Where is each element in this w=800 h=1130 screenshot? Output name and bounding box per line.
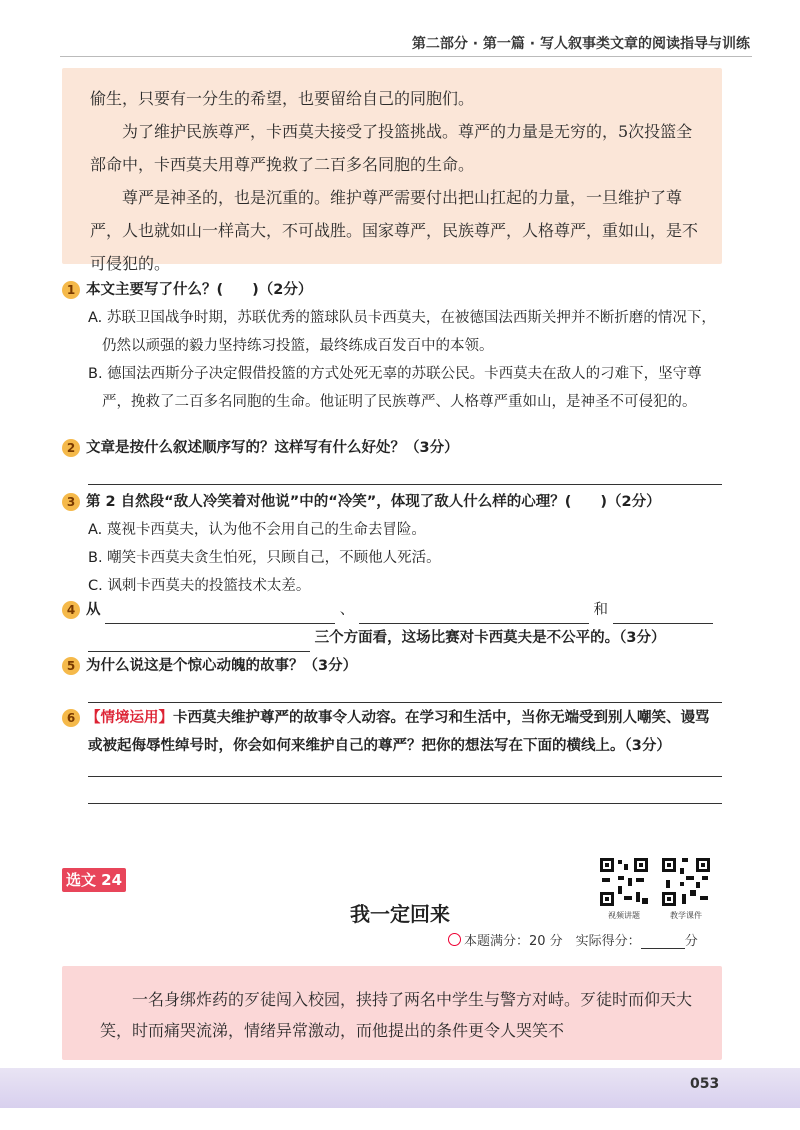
blank-3-continued[interactable]: [88, 631, 310, 652]
story-title: 我一定回来: [350, 902, 450, 926]
fill-text: 和: [593, 602, 608, 618]
question-number: 6: [62, 709, 80, 727]
fill-text: 从: [86, 602, 101, 618]
score-blank[interactable]: [641, 934, 685, 949]
score-line: [448, 930, 718, 949]
question-title: 卡西莫夫维护尊严的故事令人动容。在学习和生活中，当你无端受到别人嘲笑、谩骂或被起侮辱性绰号时，你会如何来维护自己的尊严？把你的想法写在下面的横线上。（3分）: [88, 710, 710, 754]
qr-code-icon[interactable]: [660, 856, 712, 908]
blank-1[interactable]: [105, 603, 335, 624]
fill-text: 三个方面看，这场比赛对卡西莫夫是不公平的。（3分）: [314, 630, 666, 646]
header-rule: [60, 56, 752, 57]
blank-2[interactable]: [359, 603, 589, 624]
question-number: 4: [62, 601, 80, 619]
clock-icon: [448, 933, 461, 946]
question-3: [62, 488, 722, 600]
passage-box: [62, 68, 722, 273]
question-number: 2: [62, 439, 80, 457]
passage-paragraph-2: 为了维护民族尊严，卡西莫夫接受了投篮挑战。尊严的力量是无穷的，5次投篮全部命中，卡西莫夫用尊严挽救了二百多名同胞的生命。: [90, 122, 693, 174]
option-c[interactable]: C. 讽刺卡西莫夫的投篮技术太差。: [88, 578, 311, 594]
blank-3[interactable]: [613, 603, 713, 624]
running-header: 第二部分 · 第一篇 · 写人叙事类文章的阅读指导与训练: [411, 36, 750, 52]
answer-line[interactable]: [88, 702, 722, 703]
story-paragraph: 一名身绑炸药的歹徒闯入校园，挟持了两名中学生与警方对峙。歹徒时而仰天大笑，时而痛哭流涕，情绪异常激动，而他提出的条件更令人哭笑不: [100, 990, 693, 1040]
question-6: [62, 704, 722, 804]
answer-line[interactable]: [88, 803, 722, 804]
score-unit: 分: [684, 934, 698, 949]
question-title: 本文主要写了什么？( )（2分）: [86, 282, 313, 298]
qr-label: 教学课件: [670, 911, 702, 920]
question-title: 文章是按什么叙述顺序写的？这样写有什么好处？（3分）: [86, 440, 459, 456]
question-4: [62, 596, 722, 652]
fill-text: 、: [339, 602, 355, 618]
question-5: [62, 652, 722, 703]
footer-bar: [0, 1068, 800, 1108]
selection-badge: 选文 24: [62, 868, 126, 892]
option-b[interactable]: B. 德国法西斯分子决定假借投篮的方式处死无辜的苏联公民。卡西莫夫在敌人的刁难下，坚守尊严，挽救了二百多名同胞的生命。他证明了民族尊严、人格尊严重如山，是神圣不可侵犯的。: [88, 366, 702, 410]
answer-line[interactable]: [88, 776, 722, 777]
page-number: 053: [690, 1076, 720, 1092]
option-a[interactable]: A. 苏联卫国战争时期，苏联优秀的篮球队员卡西莫夫，在被德国法西斯关押并不断折磨的情况下，仍然以顽强的毅力坚持练习投篮，最终练成百发百中的本领。: [88, 310, 716, 354]
situation-tag: 【情境运用】: [86, 710, 173, 726]
option-a[interactable]: A. 蔑视卡西莫夫，认为他不会用自己的生命去冒险。: [88, 522, 426, 538]
question-number: 3: [62, 493, 80, 511]
answer-line[interactable]: [88, 484, 722, 485]
question-title: 为什么说这是个惊心动魄的故事？（3分）: [86, 658, 358, 674]
score-label: 本题满分：20 分 实际得分：: [464, 934, 641, 949]
question-number: 1: [62, 281, 80, 299]
option-b[interactable]: B. 嘲笑卡西莫夫贪生怕死，只顾自己，不顾他人死活。: [88, 550, 441, 566]
qr-label: 视频讲题: [608, 911, 640, 920]
passage-paragraph-1: 偷生，只要有一分生的希望，也要留给自己的同胞们。: [90, 89, 475, 108]
question-2: [62, 434, 722, 485]
question-1: [62, 276, 722, 416]
story-box: [62, 966, 722, 1060]
passage-paragraph-3: 尊严是神圣的，也是沉重的。维护尊严需要付出把山扛起的力量，一旦维护了尊严，人也就如山一样高大，不可战胜。国家尊严，民族尊严，人格尊严，重如山，是不可侵犯的。: [90, 188, 699, 273]
question-number: 5: [62, 657, 80, 675]
qr-code-icon[interactable]: [598, 856, 650, 908]
question-title: 第 2 自然段“敌人冷笑着对他说”中的“冷笑”，体现了敌人什么样的心理？( )（2分）: [86, 494, 661, 510]
